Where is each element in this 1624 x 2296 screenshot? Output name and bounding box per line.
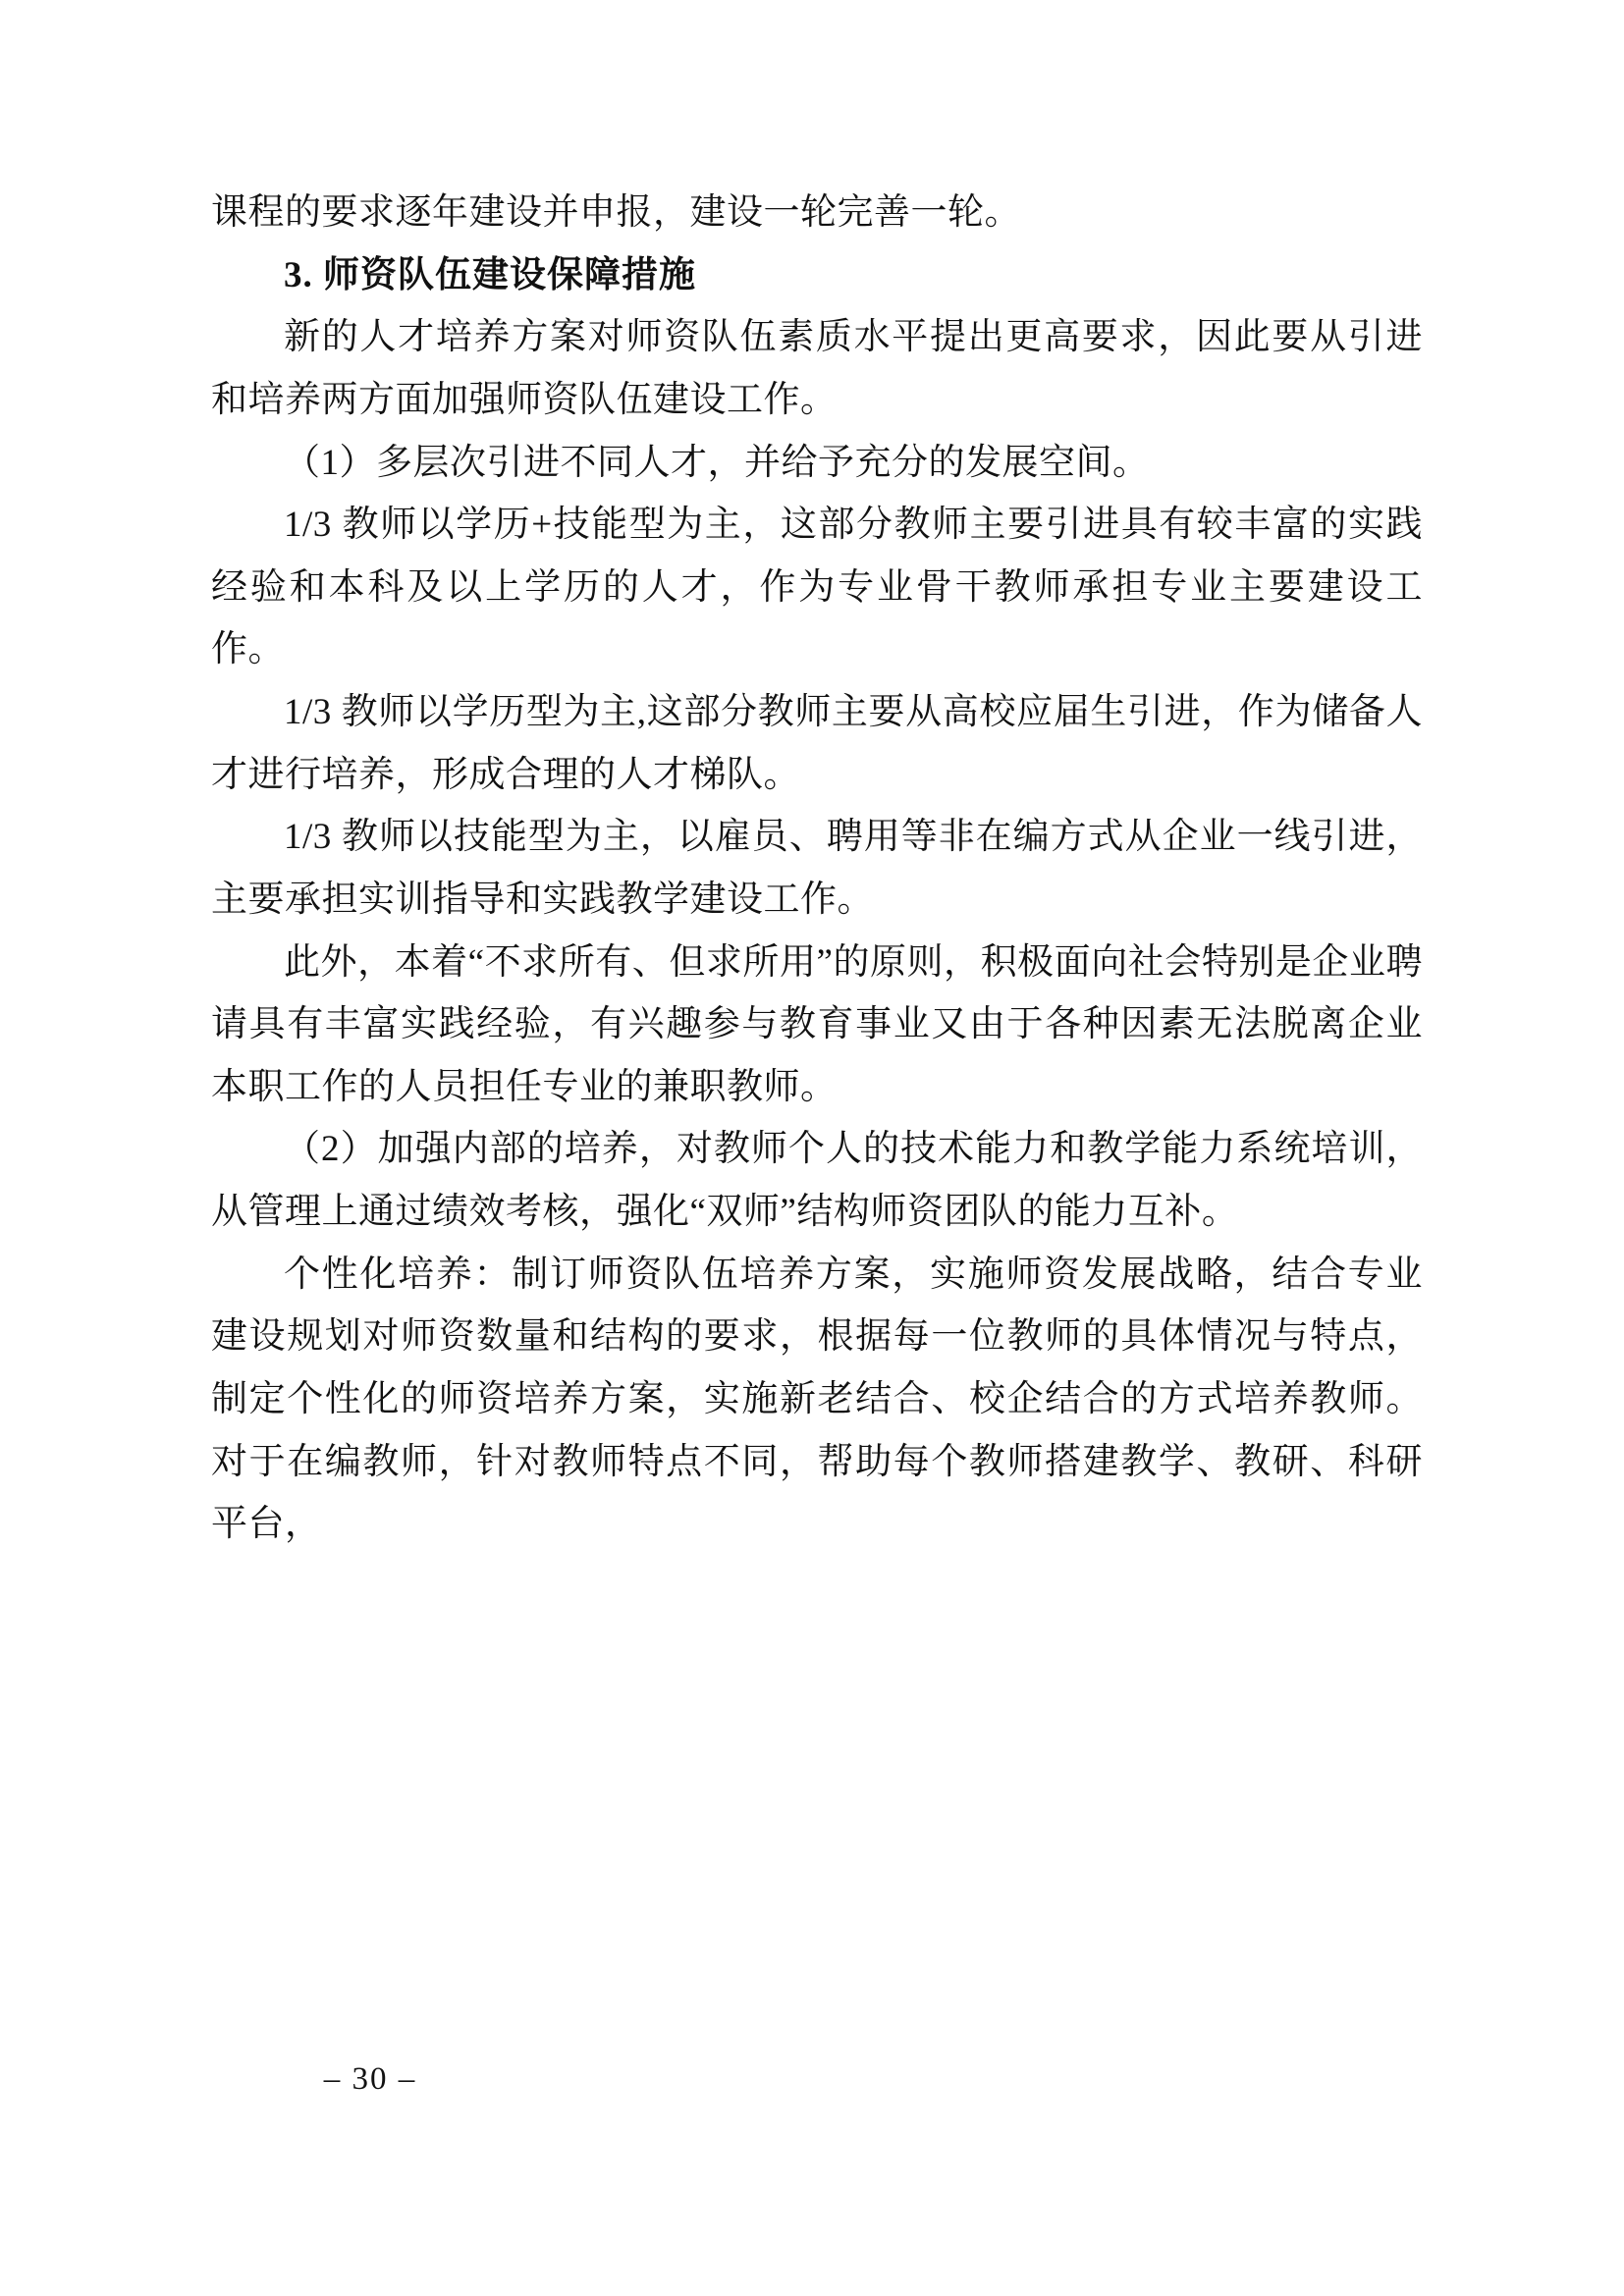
- paragraph: （1）多层次引进不同人才，并给予充分的发展空间。: [284, 442, 1150, 483]
- page-number: [0, 2061, 1624, 2098]
- paragraph: 1/3 教师以学历型为主,这部分教师主要从高校应届生引进，作为储备人才进行培养，形成合理的人才梯队。: [211, 692, 1423, 795]
- paragraph-continuation: 课程的要求逐年建设并申报，建设一轮完善一轮。: [211, 192, 1021, 233]
- section-heading: 3. 师资队伍建设保障措施: [284, 254, 696, 295]
- paragraph: 1/3 教师以技能型为主，以雇员、聘用等非在编方式从企业一线引进，主要承担实训指导和实践教学建设工作。: [211, 817, 1423, 920]
- paragraph: 1/3 教师以学历+技能型为主，这部分教师主要引进具有较丰富的实践经验和本科及以上学历的人才，作为专业骨干教师承担专业主要建设工作。: [211, 505, 1423, 670]
- paragraph: 此外，本着“不求所有、但求所用”的原则，积极面向社会特别是企业聘请具有丰富实践经验，有兴趣参与教育事业又由于各种因素无法脱离企业本职工作的人员担任专业的兼职教师。: [211, 941, 1423, 1107]
- paragraph: （2）加强内部的培养，对教师个人的技术能力和教学能力系统培训，从管理上通过绩效考核，强化“双师”结构师资团队的能力互补。: [211, 1129, 1423, 1232]
- document-body: [211, 182, 1423, 1556]
- paragraph: 个性化培养：制订师资队伍培养方案，实施师资发展战略，结合专业建设规划对师资数量和结构的要求，根据每一位教师的具体情况与特点，制定个性化的师资培养方案，实施新老结合、校企结合的方式培养教师。对于在编教师，针对教师特点不同，帮助每个教师搭建教学、教研、科研平台，: [211, 1254, 1423, 1545]
- page-number-label: – 30 –: [323, 2061, 417, 2097]
- paragraph: 新的人才培养方案对师资队伍素质水平提出更高要求，因此要从引进和培养两方面加强师资队伍建设工作。: [211, 317, 1423, 420]
